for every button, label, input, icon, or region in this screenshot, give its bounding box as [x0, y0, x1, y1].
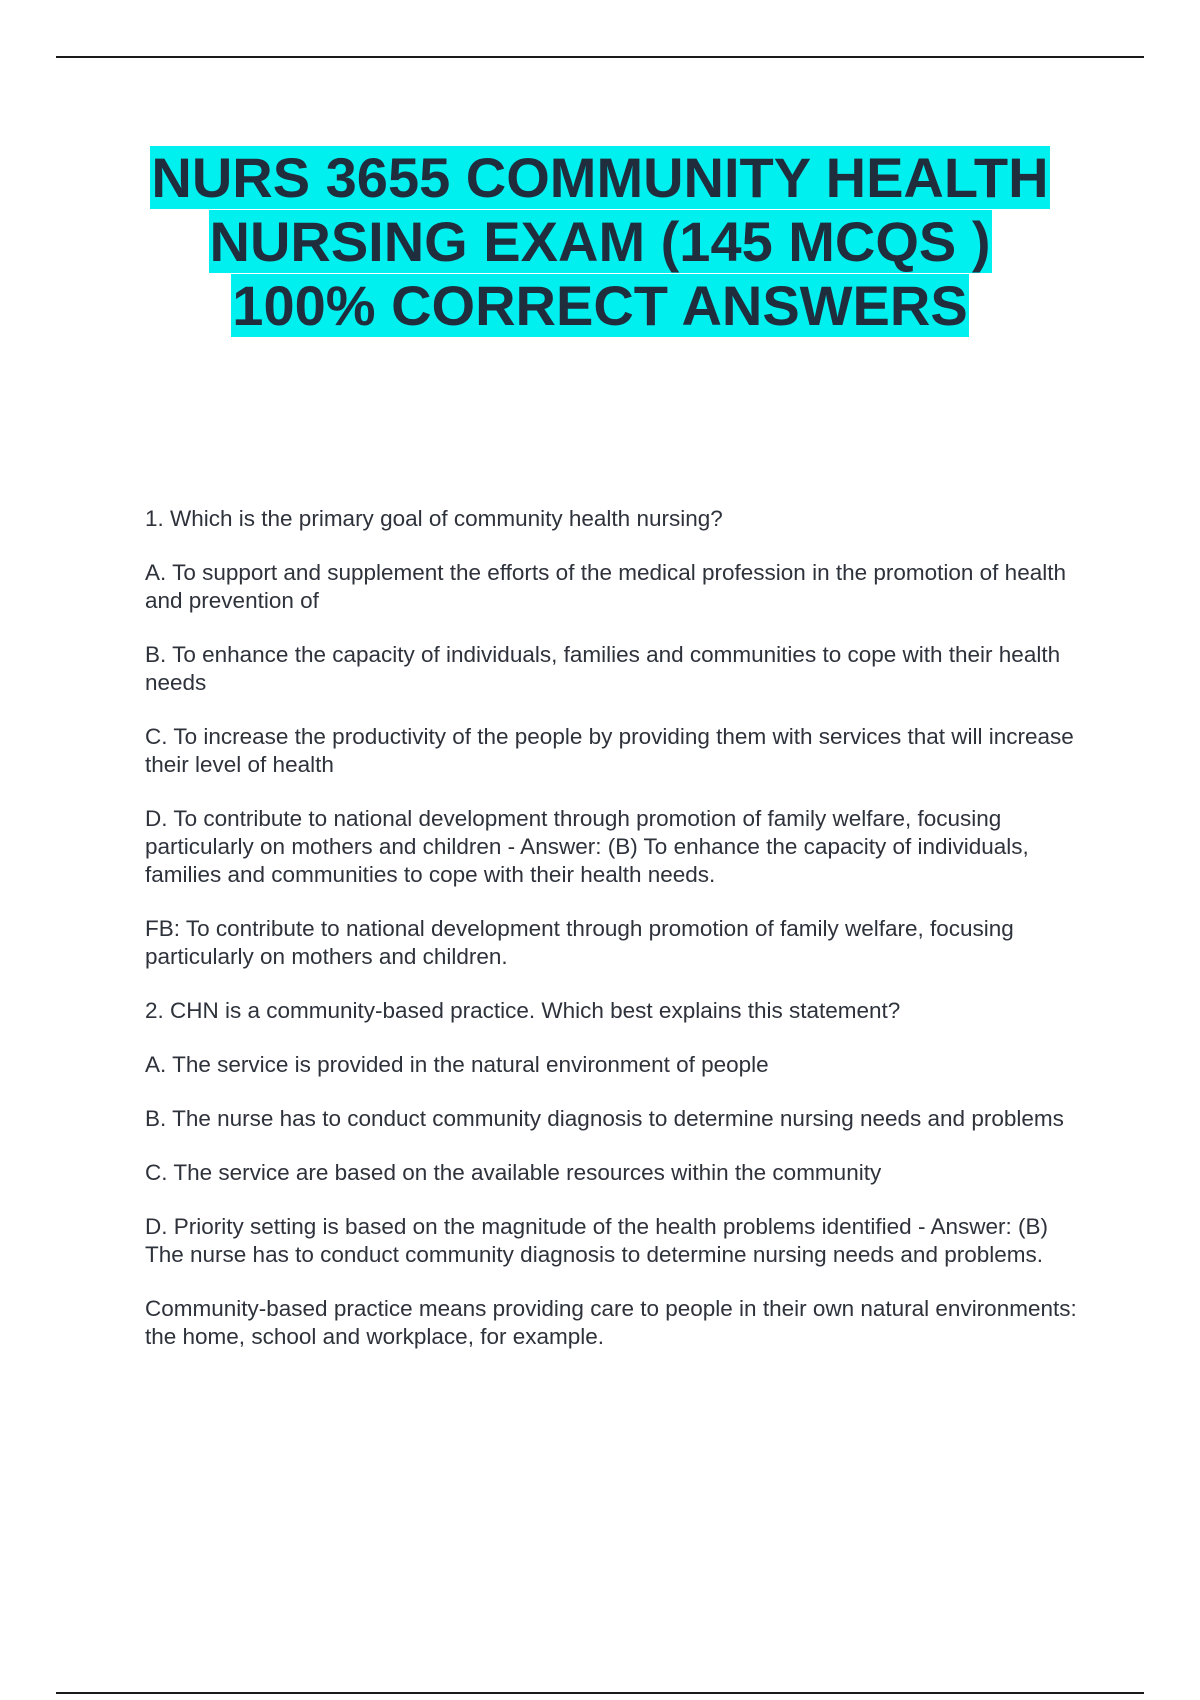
question-2: 2. CHN is a community-based practice. Which best explains this statement? [145, 998, 901, 1023]
question-2-option-c: C. The service are based on the available resources within the community [145, 1160, 882, 1185]
question-1: 1. Which is the primary goal of community health nursing? [145, 506, 723, 531]
question-1-feedback: FB: To contribute to national development through promotion of family welfare, focusing particularly on mothers and children. [145, 916, 1014, 969]
footer-rule [56, 1692, 1144, 1694]
title-line-2: NURSING EXAM (145 MCQS ) [209, 210, 991, 273]
question-1-option-c: C. To increase the productivity of the people by providing them with services that will increase their level of health [145, 724, 1074, 777]
question-1-option-a: A. To support and supplement the efforts of the medical profession in the promotion of health and prevention of [145, 560, 1066, 613]
title-line-3: 100% CORRECT ANSWERS [232, 274, 968, 337]
document-title [60, 146, 1140, 338]
question-2-feedback: Community-based practice means providing care to people in their own natural environments: the home, school and workplace, for example. [145, 1296, 1077, 1349]
title-line-1: NURS 3655 COMMUNITY HEALTH [151, 146, 1049, 209]
document-body [145, 505, 1090, 1377]
header-rule [56, 56, 1144, 58]
question-2-option-d-answer: D. Priority setting is based on the magnitude of the health problems identified - Answer: (B) The nurse has to conduct community diagnosis to determine nursing needs and problems. [145, 1214, 1048, 1267]
question-1-option-d-answer: D. To contribute to national development through promotion of family welfare, focusing particularly on mothers and children - Answer: (B) To enhance the capacity of individuals, families and communities to cope with their health needs. [145, 806, 1029, 887]
question-2-option-b: B. The nurse has to conduct community diagnosis to determine nursing needs and problems [145, 1106, 1064, 1131]
question-1-option-b: B. To enhance the capacity of individuals, families and communities to cope with their health needs [145, 642, 1061, 695]
question-2-option-a: A. The service is provided in the natural environment of people [145, 1052, 769, 1077]
